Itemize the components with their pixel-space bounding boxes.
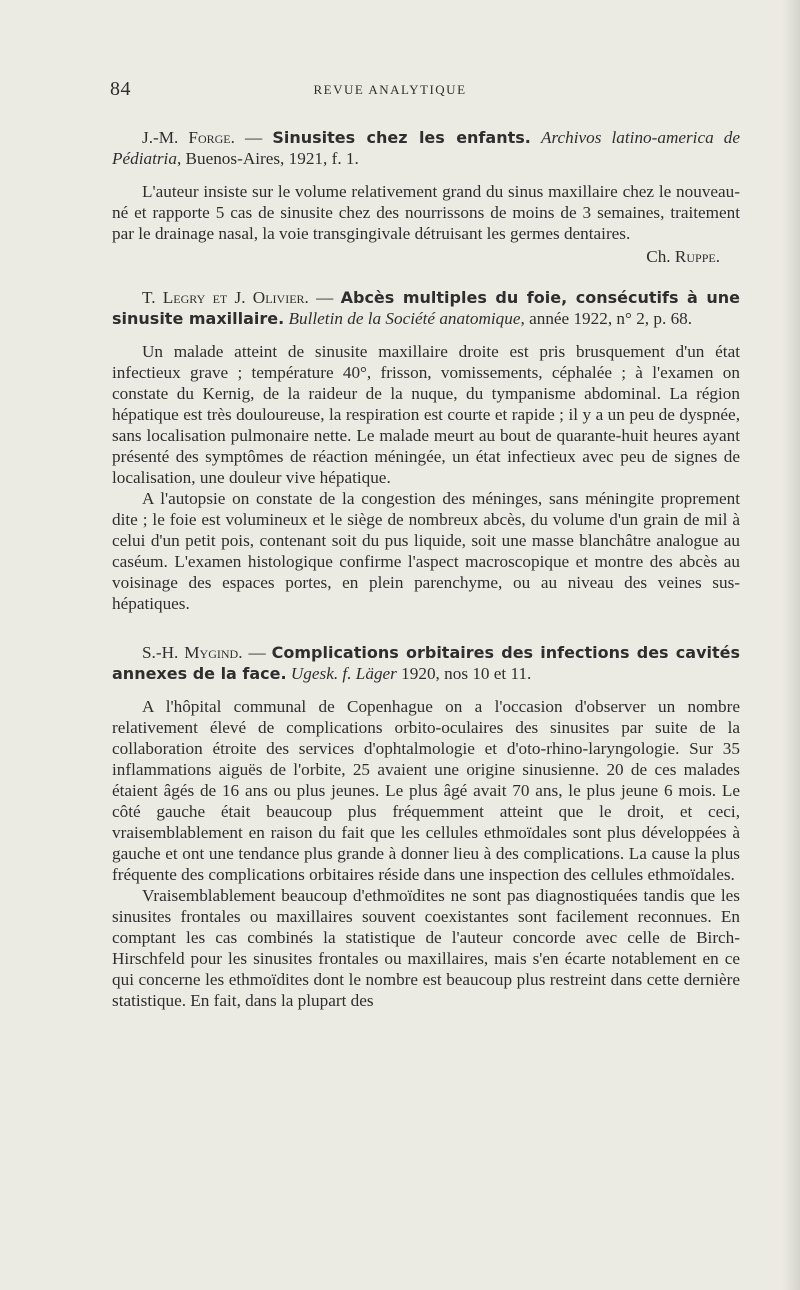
bibliographic-reference [112, 642, 740, 684]
running-title: REVUE ANALYTIQUE [313, 82, 467, 97]
page-number: 84 [110, 78, 131, 100]
entry-title: Sinusites chez les enfants. [272, 128, 531, 147]
entry-paragraph: Un malade atteint de sinusite maxillaire droite est pris brusquement d'un état infectieux grave ; température 40°, frisson, vomissements, céphalée ; à l'examen on constate du Kernig, de la raideur de la nuque, du tympanisme abdominal. La région hépatique est très douloureuse, la respiration est courte et rapide ; il y a un peu de dyspnée, sans localisation pulmonaire nette. Le malade meurt au bout de quarante-huit heures ayant présenté des symptômes de réaction méningée, un état infectieux avec peu de signes de localisation, une douleur vive hépatique. [112, 342, 740, 487]
page-edge-shadow [782, 0, 800, 1290]
entry-journal: Bulletin de la Société anatomique [288, 309, 521, 328]
review-entry [112, 127, 740, 267]
entry-publication: , Buenos-Aires, 1921, f. 1. [176, 149, 359, 168]
entry-signature [112, 246, 720, 267]
entry-paragraph: A l'autopsie on constate de la congestion des méninges, sans méningite proprement dite ; le foie est volumineux et le siège de nombreux abcès, du volume d'un grain de mil à celui d'un petit pois, contenant soit du pus liquide, soit une masse blanchâtre analogue au caséum. L'examen histologique confirme l'aspect macroscopique et montre des abcès au voisinage des espaces portes, en plein parenchyme, ou au niveau des veines sus-hépatiques. [112, 489, 740, 613]
entry-paragraph: L'auteur insiste sur le volume relativement grand du sinus maxillaire chez le nouveau-né et rapporte 5 cas de sinusite chez des nourrissons de moins de 3 semaines, traitement par le drainage nasal, la voie transgingivale détruisant les germes dentaires. [112, 182, 740, 243]
review-entry [112, 642, 740, 1011]
entry-author: T. Legry et J. Olivier. [142, 288, 309, 307]
entry-publication: 1920, nos 10 et 11. [396, 664, 532, 683]
entry-paragraph: A l'hôpital communal de Copenhague on a l'occasion d'observer un nombre relativement élevé de complications orbito-oculaires des sinusites par suite de la collaboration étroite des services d'ophtalmologie et d'oto-rhino-laryngologie. Sur 35 inflammations aiguës de l'orbite, 25 avaient une origine sinusienne. 20 de ces malades étaient âgés de 16 ans ou plus jeunes. Le plus âgé avait 70 ans, le plus jeune 6 mois. Le côté gauche était beaucoup plus fréquemment atteint que le droit, et ceci, vraisemblablement en raison du fait que les cellules ethmoïdales sont plus développées à gauche et ont une tendance plus grande à donner lieu à des complications. La cause la plus fréquente des complications orbitaires réside dans une inspection des cellules ethmoïdales. [112, 697, 740, 884]
page-content [112, 127, 740, 1031]
entry-author: S.-H. Mygind. [142, 643, 243, 662]
entry-dash: — [242, 643, 272, 662]
entry-author: J.-M. Forge. [142, 128, 235, 147]
entry-publication: , année 1922, n° 2, p. 68. [520, 309, 693, 328]
entry-journal: Ugesk. f. Läger [290, 664, 397, 683]
page-header [110, 78, 670, 104]
entry-journal: Archivos latino-america de Pédiatria [112, 128, 741, 168]
entry-title: Complications orbitaires des infections des cavités annexes de la face. [112, 643, 741, 683]
signature-name: Ruppe. [674, 247, 720, 266]
entry-paragraph: Vraisemblablement beaucoup d'ethmoïdites ne sont pas diagnostiquées tandis que les sinusites frontales ou maxillaires souvent coexistantes sont facilement reconnues. En comptant les cas combinés la statistique de l'auteur concorde avec celle de Birch-Hirschfeld pour les sinusites frontales ou maxillaires, mais s'en écarte notablement en ce qui concerne les ethmoïdites dont le nombre est beaucoup plus restreint dans cette dernière statistique. En fait, dans la plupart des [112, 886, 740, 1010]
signature-initials: Ch. [646, 247, 675, 266]
bibliographic-reference [112, 127, 740, 169]
bibliographic-reference [112, 287, 740, 329]
entry-dash: — [234, 128, 273, 147]
entry-dash: — [308, 288, 341, 307]
entry-title: Abcès multiples du foie, consécutifs à une sinusite maxillaire. [112, 288, 741, 328]
review-entry [112, 287, 740, 614]
